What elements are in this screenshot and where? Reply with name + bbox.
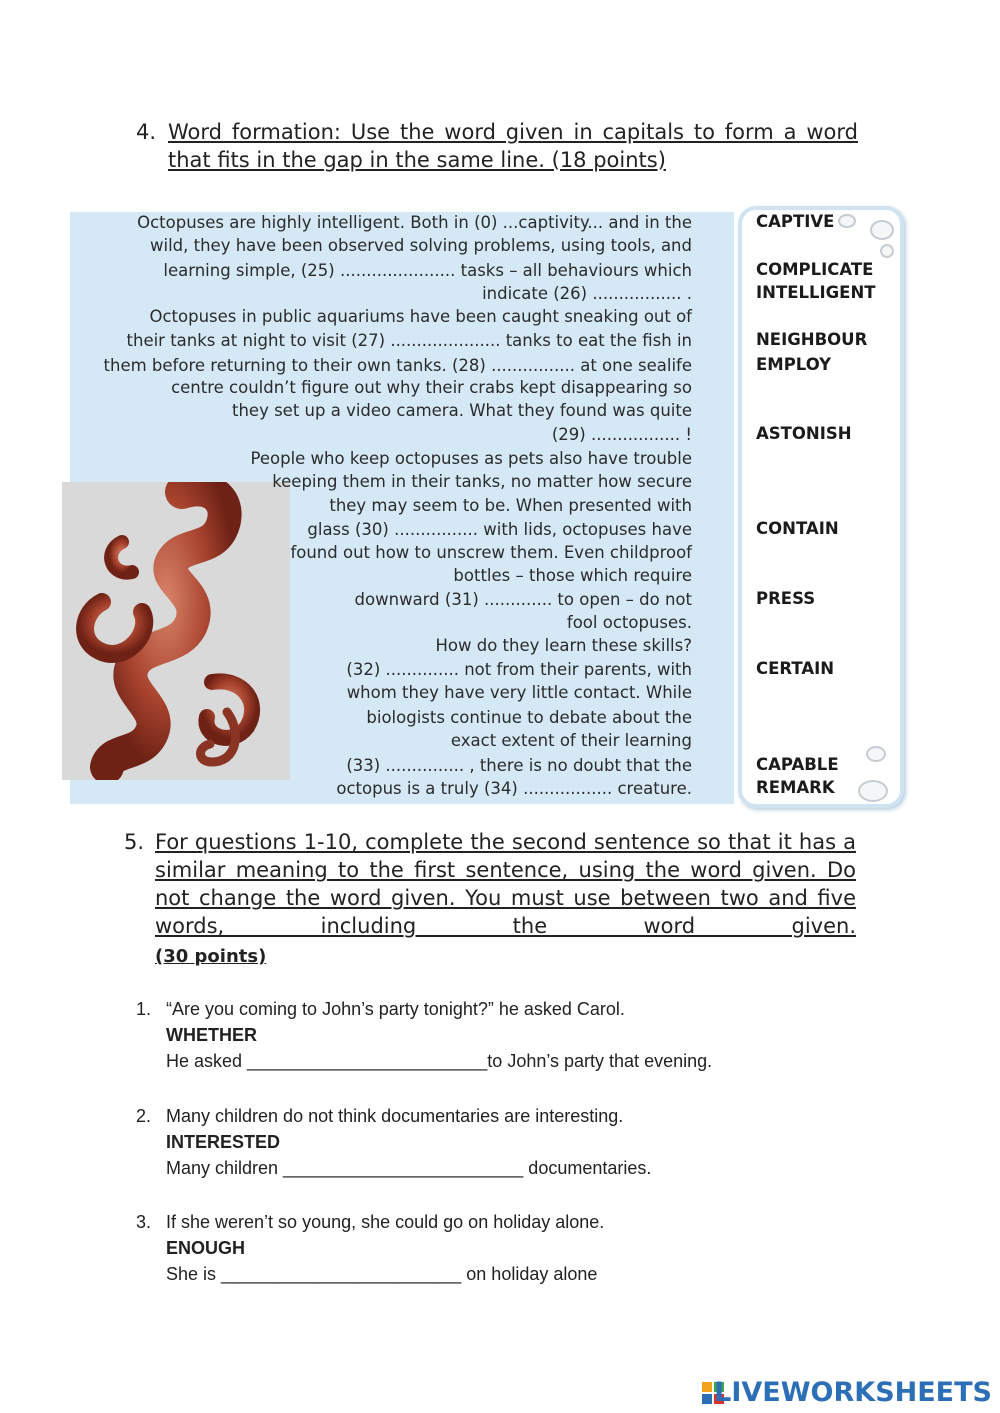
passage-line[interactable]: (32) .............. not from their parents, with <box>346 660 692 679</box>
passage-line: How do they learn these skills? <box>435 636 692 655</box>
keyword: NEIGHBOUR <box>756 330 868 349</box>
passage-line[interactable]: indicate (26) ................. . <box>482 284 692 303</box>
keyword: CAPTIVE <box>756 212 835 231</box>
question-1 <box>136 996 836 1076</box>
question-keyword: ENOUGH <box>166 1238 246 1258</box>
passage-line: they may seem to be. When presented with <box>329 496 692 515</box>
passage-line[interactable]: learning simple, (25) ...................... tasks – all behaviours which <box>163 261 692 280</box>
passage-line: whom they have very little contact. While <box>346 683 692 702</box>
section-5-title: For questions 1-10, complete the second sentence so that it has a similar meaning to the first sentence, using the word given. Do not change the word given. You must use between two and five words, including the word given. <box>155 830 856 938</box>
passage-line[interactable]: (33) ............... , there is no doubt that the <box>346 756 692 775</box>
question-answer-line[interactable]: She is ________________________ on holiday alone <box>166 1264 598 1284</box>
passage-line: Octopuses are highly intelligent. Both in (0) ...captivity... and in the <box>137 213 692 232</box>
question-sentence: Many children do not think documentaries are interesting. <box>166 1106 624 1126</box>
question-keyword: INTERESTED <box>166 1132 281 1152</box>
passage-line: they set up a video camera. What they found was quite <box>232 401 692 420</box>
question-number: 3. <box>136 1212 152 1232</box>
passage-line[interactable]: downward (31) ............. to open – do not <box>354 590 692 609</box>
passage-line: exact extent of their learning <box>450 731 692 750</box>
keyword: PRESS <box>756 589 816 608</box>
question-3 <box>136 1209 836 1289</box>
bubble-decoration <box>838 214 856 228</box>
passage-line[interactable]: their tanks at night to visit (27) ..................... tanks to eat the fish in <box>126 331 692 350</box>
passage-line: People who keep octopuses as pets also have trouble <box>250 449 692 468</box>
passage-line: bottles – those which require <box>453 566 692 585</box>
bubble-decoration <box>870 220 894 240</box>
keyword: CERTAIN <box>756 659 835 678</box>
passage-line: fool octopuses. <box>566 613 692 632</box>
passage-line[interactable]: octopus is a truly (34) ................. creature. <box>336 779 692 798</box>
keyword: EMPLOY <box>756 355 832 374</box>
keyword: INTELLIGENT <box>756 283 876 302</box>
passage-line: biologists continue to debate about the <box>366 708 692 727</box>
passage-line: wild, they have been observed solving problems, using tools, and <box>149 236 692 255</box>
question-keyword: WHETHER <box>166 1025 257 1045</box>
bubble-decoration <box>866 746 886 762</box>
question-2 <box>136 1103 836 1183</box>
liveworksheets-logo[interactable]: LIVEWORKSHEETS <box>714 1377 992 1408</box>
section-5-points: (30 points) <box>155 946 267 967</box>
octopus-illustration <box>62 482 290 780</box>
passage-line[interactable]: them before returning to their own tanks. (28) ................ at one sealife <box>103 356 692 375</box>
keyword: COMPLICATE <box>756 260 874 279</box>
passage-line: keeping them in their tanks, no matter how secure <box>272 472 692 491</box>
passage-line[interactable]: glass (30) ................ with lids, octopuses have <box>307 520 692 539</box>
section-4-title: Word formation: Use the word given in capitals to form a word that fits in the gap in the same line. (18 points) <box>168 120 858 172</box>
passage-line: found out how to unscrew them. Even childproof <box>290 543 692 562</box>
keyword: ASTONISH <box>756 424 852 443</box>
octopus-photo <box>62 482 290 780</box>
passage-line: Octopuses in public aquariums have been caught sneaking out of <box>149 307 692 326</box>
passage-line[interactable]: (29) ................. ! <box>551 425 692 444</box>
question-sentence: “Are you coming to John’s party tonight?” he asked Carol. <box>166 999 625 1019</box>
question-answer-line[interactable]: He asked ________________________to John’s party that evening. <box>166 1051 713 1071</box>
keyword: CONTAIN <box>756 519 839 538</box>
section-4-number: 4. <box>136 120 157 144</box>
keyword: REMARK <box>756 778 835 797</box>
question-answer-line[interactable]: Many children ________________________ documentaries. <box>166 1158 652 1178</box>
keyword: CAPABLE <box>756 755 839 774</box>
bubble-decoration <box>858 780 888 802</box>
passage-line: centre couldn’t figure out why their crabs kept disappearing so <box>171 378 692 397</box>
question-number: 2. <box>136 1106 152 1126</box>
question-sentence: If she weren’t so young, she could go on holiday alone. <box>166 1212 605 1232</box>
section-5-number: 5. <box>124 830 145 854</box>
bubble-decoration <box>880 244 894 258</box>
question-number: 1. <box>136 999 152 1019</box>
